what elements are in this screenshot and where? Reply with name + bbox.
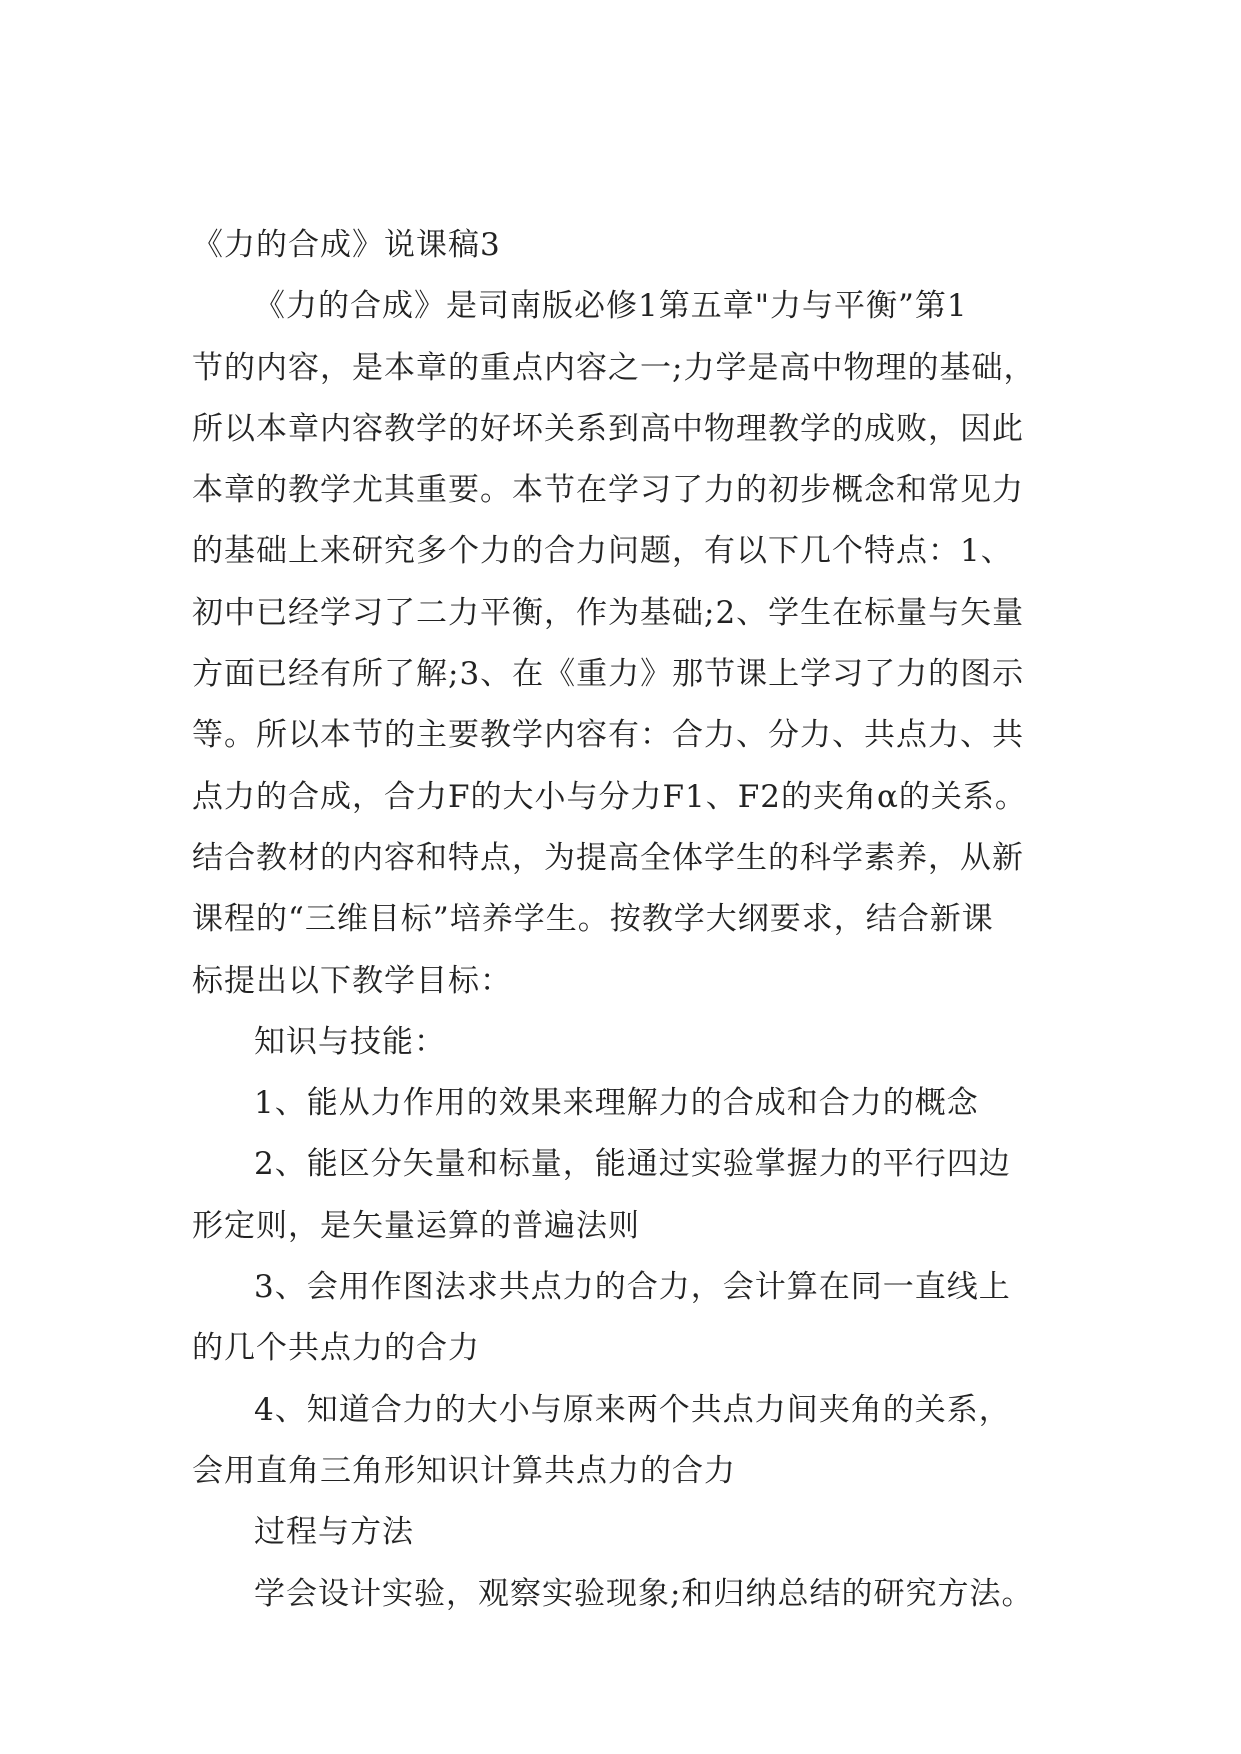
list-item-continuation: 的几个共点力的合力 (192, 1330, 480, 1367)
section-heading: 知识与技能： (254, 1023, 446, 1060)
paragraph-line: 标提出以下教学目标： (192, 962, 512, 999)
paragraph-line: 《力的合成》是司南版必修1第五章"力与平衡”第1 (254, 288, 968, 325)
paragraph-line: 等。所以本节的主要教学内容有：合力、分力、共点力、共 (192, 717, 1024, 754)
list-item: 1、能从力作用的效果来理解力的合成和合力的概念 (254, 1085, 979, 1122)
section-heading: 过程与方法 (254, 1514, 414, 1551)
paragraph-line: 所以本章内容教学的好坏关系到高中物理教学的成败，因此 (192, 410, 1024, 447)
paragraph-line: 节的内容，是本章的重点内容之一;力学是高中物理的基础， (192, 349, 1036, 386)
list-item: 2、能区分矢量和标量，能通过实验掌握力的平行四边 (254, 1146, 1011, 1183)
list-item-continuation: 形定则，是矢量运算的普遍法则 (192, 1207, 640, 1244)
paragraph-line: 本章的教学尤其重要。本节在学习了力的初步概念和常见力 (192, 472, 1024, 509)
paragraph-line: 方面已经有所了解;3、在《重力》那节课上学习了力的图示 (192, 656, 1025, 693)
paragraph-line: 结合教材的内容和特点，为提高全体学生的科学素养，从新 (192, 839, 1024, 876)
list-item-continuation: 会用直角三角形知识计算共点力的合力 (192, 1452, 736, 1489)
paragraph-line: 点力的合成，合力F的大小与分力F1、F2的夹角α的关系。 (192, 778, 1027, 815)
paragraph-line: 初中已经学习了二力平衡，作为基础;2、学生在标量与矢量 (192, 594, 1025, 631)
paragraph-line: 课程的“三维目标”培养学生。按教学大纲要求，结合新课 (192, 901, 994, 938)
document-title: 《力的合成》说课稿3 (192, 227, 501, 263)
paragraph-line: 学会设计实验，观察实验现象;和归纳总结的研究方法。 (254, 1575, 1034, 1612)
paragraph-line: 的基础上来研究多个力的合力问题，有以下几个特点：1、 (192, 533, 1013, 570)
document-body (192, 215, 1072, 1625)
list-item: 3、会用作图法求共点力的合力，会计算在同一直线上 (254, 1269, 1011, 1306)
list-item: 4、知道合力的大小与原来两个共点力间夹角的关系， (254, 1391, 1011, 1428)
